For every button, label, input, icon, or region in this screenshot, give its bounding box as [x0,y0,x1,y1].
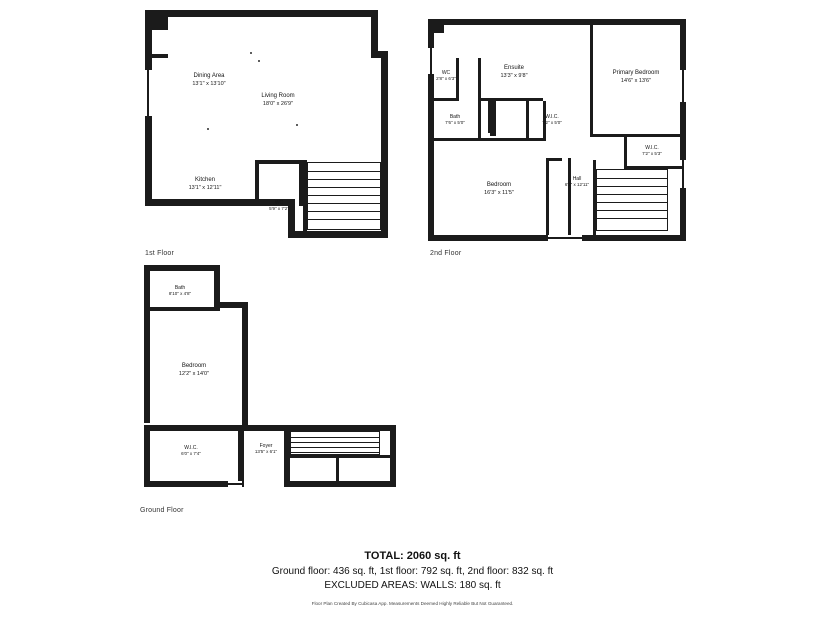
room-wic-second-b [628,145,676,157]
room-dimensions: 7'6" x 5'0" [445,120,465,126]
wall-interior-left-jog [152,54,168,58]
wall-ensuite-left [478,58,481,102]
wall-exterior-top [144,265,220,271]
wall-right-upper [214,265,220,307]
window-bottom-line [548,237,582,239]
wall-right-mid [242,302,248,430]
room-name: WC [274,200,284,206]
wall-bottom-right [284,481,396,487]
room-wc-second [430,70,462,82]
wall-foyer-divider [336,458,339,487]
room-bedroom-ground [152,363,236,377]
room-name: W.I.C. [545,114,559,120]
room-dimensions: 13'1" x 13'10" [192,80,226,87]
room-dimensions: 13'5" x 6'1" [254,449,278,455]
wall-hall-left [568,158,571,235]
room-foyer [244,443,288,455]
room-name: Bedroom [486,182,512,188]
room-bedroom-second [460,182,538,196]
staircase-second-floor [596,169,668,231]
room-dimensions: 12'2" x 14'0" [178,370,210,377]
wall-exterior-bottom-right [295,231,385,238]
floor-plan-second [428,10,690,242]
floor-plan-first [145,10,395,242]
room-kitchen [155,177,255,191]
room-name: W.I.C. [645,145,659,151]
door-bottom-line [228,483,242,485]
room-bath-second [433,114,477,126]
total-area: TOTAL: 2060 sq. ft [364,550,461,562]
wall-exterior-top [145,10,378,17]
window-left-line [147,70,149,116]
floor-label-ground: Ground Floor [140,507,184,514]
room-name: W.I.C. [184,445,198,451]
room-name: Dining Area [193,73,225,79]
room-name: Primary Bedroom [612,70,660,76]
wall-wc-bottom [434,98,459,101]
area-breakdown-floors: Ground floor: 436 sq. ft, 1st floor: 792 sq. ft, 2nd floor: 832 sq. ft [271,566,554,577]
plan-credit: Floor Plan Created By Cubicasa App. Measurements Deemed Highly Reliable But Not Guaranteed. [311,601,514,606]
room-name: Hall [572,176,582,182]
wall-exterior-left-upper [144,265,150,423]
room-wc [252,200,306,212]
wall-exterior-right-lower [381,51,388,238]
room-dimensions: 6'0" x 7'4" [181,451,201,457]
fixture-dot [258,60,260,62]
wall-interior-horizontal-mid [255,160,303,164]
room-dimensions: 5'9" x 7'2" [269,206,289,212]
window-right-upper-line [682,70,684,102]
wall-exterior-top [428,19,686,25]
room-ensuite [483,65,545,79]
room-bath-ground [152,285,208,297]
room-dimensions: 6'1" x 12'11" [564,182,590,188]
room-dimensions: 18'0" x 26'9" [262,100,294,107]
room-dimensions: 7'2" x 5'3" [642,151,662,157]
wall-exterior-right [680,19,686,241]
fixture-dot [296,124,298,126]
room-name: Ensuite [503,65,524,71]
wall-corridor-lower [546,160,549,235]
room-dimensions: 13'3" x 9'8" [500,72,528,79]
wall-stair-divider [290,455,396,458]
wall-mid-left-vertical [238,425,244,487]
room-primary-bedroom [590,70,682,84]
area-breakdown-excluded: EXCLUDED AREAS: WALLS: 180 sq. ft [324,579,501,591]
room-name: Kitchen [194,177,215,183]
fixture-dot [250,52,252,54]
window-right-lower-line [682,160,684,188]
wall-left-lower-top [144,425,244,431]
wall-exterior-left-lower [144,425,150,487]
room-name: Bath [449,114,461,120]
room-name: Foyer [259,443,273,449]
fixture-dot [207,128,209,130]
wall-closet-block [490,108,496,136]
room-dimensions: 7'2" x 5'0" [542,120,562,126]
wall-primary-bottom [590,134,682,137]
wall-bath-bottom-ground [144,307,220,311]
room-dimensions: 13'1" x 12'11" [188,184,222,191]
room-dining-area [159,73,259,87]
room-hall [556,176,598,188]
wall-bath-right [478,101,481,141]
wall-corner-top-left [428,19,444,33]
summary-block [0,550,825,606]
room-dimensions: 14'6" x 13'6" [620,77,652,84]
staircase-first-floor [307,162,381,230]
floor-label-second: 2nd Floor [430,250,462,257]
room-name: Bath [174,285,186,291]
floor-plan-ground [140,265,400,490]
staircase-ground-floor [290,431,380,455]
room-wic-ground [154,445,228,457]
wall-wic-right-top [624,137,627,167]
room-dimensions: 2'8" x 6'3" [436,76,456,82]
room-dimensions: 16'3" x 11'5" [484,189,514,196]
room-name: Living Room [261,93,295,99]
floor-label-first: 1st Floor [145,250,175,257]
room-name: WC [441,70,451,76]
room-name: Bedroom [181,363,207,369]
wall-jog-bottom [242,425,290,431]
room-wic-second-a [528,114,576,126]
wall-corridor-jog [546,158,562,161]
room-dimensions: 8'10" x 4'8" [168,291,192,297]
room-living-room [223,93,333,107]
wall-entry-notch [152,17,168,30]
